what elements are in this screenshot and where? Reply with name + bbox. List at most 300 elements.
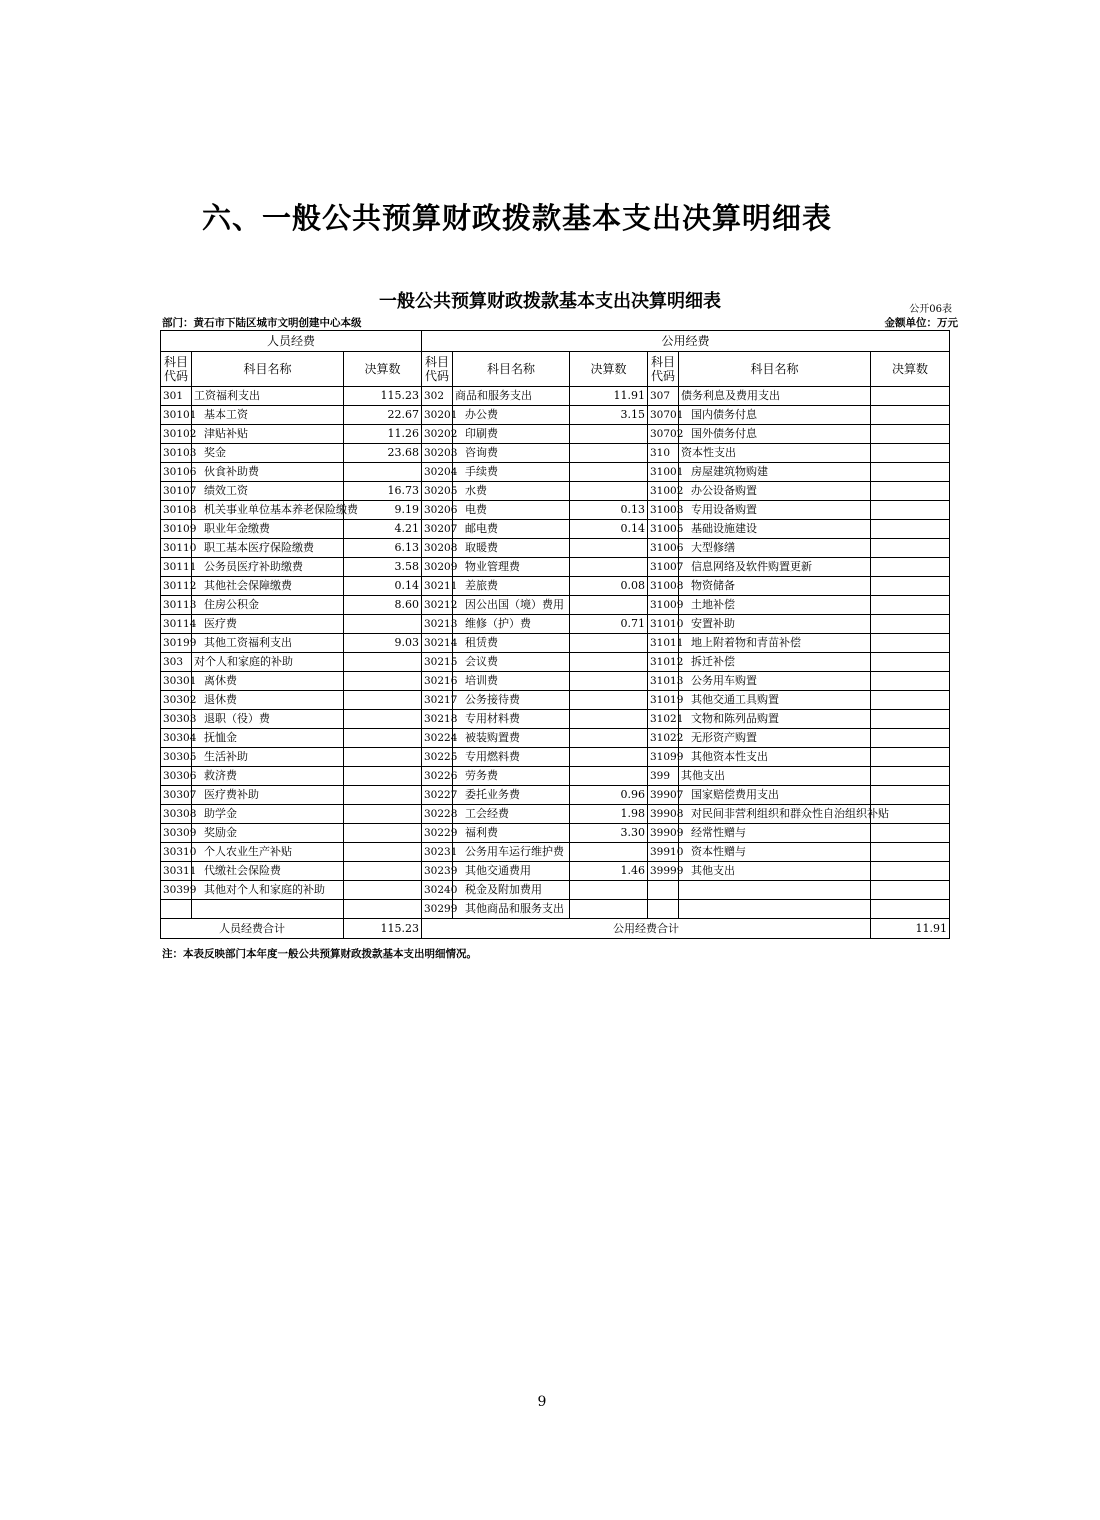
subject-name: 职业年金缴费 <box>192 520 344 539</box>
subject-code: 30225 <box>422 748 453 767</box>
amount-value <box>871 862 950 881</box>
subject-name: 对民间非营利组织和群众性自治组织补贴 <box>679 805 871 824</box>
subject-code: 31022 <box>648 729 679 748</box>
subject-code: 30215 <box>422 653 453 672</box>
subject-name: 退休费 <box>192 691 344 710</box>
subject-code: 30302 <box>161 691 192 710</box>
subject-name: 奖金 <box>192 444 344 463</box>
amount-value <box>871 558 950 577</box>
amount-value: 1.46 <box>570 862 648 881</box>
amount-value <box>871 729 950 748</box>
amount-value <box>570 558 648 577</box>
amount-value: 6.13 <box>344 539 422 558</box>
subject-name: 离休费 <box>192 672 344 691</box>
subject-name: 医疗费补助 <box>192 786 344 805</box>
amount-value <box>871 881 950 900</box>
subject-name: 土地补偿 <box>679 596 871 615</box>
subject-code: 30106 <box>161 463 192 482</box>
amount-value: 9.19 <box>344 501 422 520</box>
subject-code <box>648 900 679 919</box>
subject-code: 31006 <box>648 539 679 558</box>
amount-value <box>344 653 422 672</box>
amount-value <box>570 482 648 501</box>
table-row <box>161 615 950 634</box>
subject-name: 医疗费 <box>192 615 344 634</box>
subject-name: 邮电费 <box>453 520 570 539</box>
subject-code: 30229 <box>422 824 453 843</box>
subject-name: 专用设备购置 <box>679 501 871 520</box>
subject-code: 30308 <box>161 805 192 824</box>
table-row <box>161 520 950 539</box>
subject-name: 专用燃料费 <box>453 748 570 767</box>
totals-row <box>161 919 950 939</box>
table-note: 注：本表反映部门本年度一般公共预算财政拨款基本支出明细情况。 <box>162 948 477 960</box>
amount-value <box>570 425 648 444</box>
amount-value <box>871 444 950 463</box>
subject-code: 30701 <box>648 406 679 425</box>
amount-value: 3.58 <box>344 558 422 577</box>
subject-name: 其他商品和服务支出 <box>453 900 570 919</box>
table-row <box>161 425 950 444</box>
subject-code: 31009 <box>648 596 679 615</box>
subject-code: 30228 <box>422 805 453 824</box>
subject-name: 因公出国（境）费用 <box>453 596 570 615</box>
amount-value <box>570 729 648 748</box>
subject-code: 30111 <box>161 558 192 577</box>
subject-name: 水费 <box>453 482 570 501</box>
table-row <box>161 406 950 425</box>
subject-code: 30113 <box>161 596 192 615</box>
amount-value <box>570 767 648 786</box>
subject-name: 职工基本医疗保险缴费 <box>192 539 344 558</box>
subject-code: 30102 <box>161 425 192 444</box>
header-code: 科目 代码 <box>648 352 679 387</box>
table-title: 一般公共预算财政拨款基本支出决算明细表 <box>379 291 721 312</box>
subject-name: 福利费 <box>453 824 570 843</box>
amount-value <box>570 463 648 482</box>
table-row <box>161 444 950 463</box>
amount-value: 0.08 <box>570 577 648 596</box>
subject-name <box>679 900 871 919</box>
subject-name: 国家赔偿费用支出 <box>679 786 871 805</box>
amount-value: 8.60 <box>344 596 422 615</box>
subject-code: 399 <box>648 767 679 786</box>
subject-code: 302 <box>422 387 453 406</box>
subject-code: 310 <box>648 444 679 463</box>
amount-value <box>344 748 422 767</box>
amount-value <box>570 653 648 672</box>
subject-code: 31001 <box>648 463 679 482</box>
subject-name: 抚恤金 <box>192 729 344 748</box>
subject-code: 31010 <box>648 615 679 634</box>
header-name: 科目名称 <box>192 352 344 387</box>
group-public: 公用经费 <box>422 331 950 352</box>
subject-code: 30209 <box>422 558 453 577</box>
subject-code: 30309 <box>161 824 192 843</box>
amount-value <box>871 577 950 596</box>
subject-code: 39909 <box>648 824 679 843</box>
subject-code: 31019 <box>648 691 679 710</box>
amount-value <box>871 501 950 520</box>
amount-unit-label: 金额单位：万元 <box>884 317 958 329</box>
subject-code: 30109 <box>161 520 192 539</box>
amount-value <box>570 634 648 653</box>
column-header-row <box>161 352 950 387</box>
subject-code: 30211 <box>422 577 453 596</box>
subject-name: 绩效工资 <box>192 482 344 501</box>
subject-code: 30217 <box>422 691 453 710</box>
amount-value <box>344 824 422 843</box>
subject-code: 30227 <box>422 786 453 805</box>
subject-name: 办公费 <box>453 406 570 425</box>
amount-value: 11.26 <box>344 425 422 444</box>
subject-code: 30240 <box>422 881 453 900</box>
subject-code: 30310 <box>161 843 192 862</box>
amount-value: 1.98 <box>570 805 648 824</box>
subject-name: 津贴补贴 <box>192 425 344 444</box>
subject-name: 手续费 <box>453 463 570 482</box>
table-row <box>161 900 950 919</box>
table-row <box>161 729 950 748</box>
amount-value <box>871 615 950 634</box>
subject-code: 30307 <box>161 786 192 805</box>
subject-code: 30239 <box>422 862 453 881</box>
amount-value <box>570 691 648 710</box>
table-row <box>161 482 950 501</box>
amount-value <box>871 672 950 691</box>
amount-value: 4.21 <box>344 520 422 539</box>
subject-code: 31013 <box>648 672 679 691</box>
amount-value <box>871 406 950 425</box>
amount-value <box>344 862 422 881</box>
subject-name: 奖励金 <box>192 824 344 843</box>
subject-code: 30311 <box>161 862 192 881</box>
subject-name: 机关事业单位基本养老保险缴费 <box>192 501 344 520</box>
subject-code: 30303 <box>161 710 192 729</box>
subject-code: 31099 <box>648 748 679 767</box>
amount-value: 23.68 <box>344 444 422 463</box>
subject-code: 30231 <box>422 843 453 862</box>
header-code: 科目 代码 <box>422 352 453 387</box>
table-row <box>161 843 950 862</box>
amount-value <box>871 843 950 862</box>
table-row <box>161 577 950 596</box>
expenditure-detail-table <box>160 330 950 939</box>
subject-name: 劳务费 <box>453 767 570 786</box>
amount-value <box>871 653 950 672</box>
amount-value <box>344 615 422 634</box>
subject-code: 301 <box>161 387 192 406</box>
subject-name: 其他社会保障缴费 <box>192 577 344 596</box>
subject-name: 经常性赠与 <box>679 824 871 843</box>
header-amount: 决算数 <box>871 352 950 387</box>
table-row <box>161 710 950 729</box>
table-row <box>161 881 950 900</box>
subject-name: 地上附着物和青苗补偿 <box>679 634 871 653</box>
subject-code: 31021 <box>648 710 679 729</box>
subject-code: 30201 <box>422 406 453 425</box>
page-number: 9 <box>537 1394 547 1410</box>
subject-code: 39907 <box>648 786 679 805</box>
subject-code: 30207 <box>422 520 453 539</box>
subject-name: 个人农业生产补贴 <box>192 843 344 862</box>
subject-name: 其他对个人和家庭的补助 <box>192 881 344 900</box>
table-row <box>161 558 950 577</box>
amount-value <box>871 482 950 501</box>
subject-name: 印刷费 <box>453 425 570 444</box>
subject-name: 资本性赠与 <box>679 843 871 862</box>
subject-name: 租赁费 <box>453 634 570 653</box>
subject-code: 31005 <box>648 520 679 539</box>
subject-code: 30216 <box>422 672 453 691</box>
amount-value <box>570 748 648 767</box>
subject-name: 公务员医疗补助缴费 <box>192 558 344 577</box>
amount-value <box>344 463 422 482</box>
subject-name: 工资福利支出 <box>192 387 344 406</box>
subject-name: 国外债务付息 <box>679 425 871 444</box>
amount-value <box>344 672 422 691</box>
amount-value <box>344 729 422 748</box>
header-name: 科目名称 <box>679 352 871 387</box>
subject-name: 公务用车购置 <box>679 672 871 691</box>
amount-value <box>871 786 950 805</box>
table-row <box>161 786 950 805</box>
subject-name: 信息网络及软件购置更新 <box>679 558 871 577</box>
subject-code: 30224 <box>422 729 453 748</box>
amount-value <box>570 710 648 729</box>
group-personnel: 人员经费 <box>161 331 422 352</box>
subject-code: 30204 <box>422 463 453 482</box>
subject-code: 39908 <box>648 805 679 824</box>
subject-code: 39999 <box>648 862 679 881</box>
amount-value: 0.96 <box>570 786 648 805</box>
amount-value <box>871 387 950 406</box>
subject-name: 维修（护）费 <box>453 615 570 634</box>
amount-value <box>871 824 950 843</box>
amount-value: 22.67 <box>344 406 422 425</box>
subject-code: 303 <box>161 653 192 672</box>
subject-code: 39910 <box>648 843 679 862</box>
subject-code: 30199 <box>161 634 192 653</box>
subject-code: 30399 <box>161 881 192 900</box>
subject-name: 生活补助 <box>192 748 344 767</box>
subject-code: 30206 <box>422 501 453 520</box>
subject-code: 30218 <box>422 710 453 729</box>
subject-code: 30213 <box>422 615 453 634</box>
amount-value <box>570 843 648 862</box>
subject-name: 退职（役）费 <box>192 710 344 729</box>
subject-code: 307 <box>648 387 679 406</box>
subject-code: 30305 <box>161 748 192 767</box>
table-row <box>161 501 950 520</box>
subject-code: 30306 <box>161 767 192 786</box>
subject-name: 房屋建筑物购建 <box>679 463 871 482</box>
subject-code: 30103 <box>161 444 192 463</box>
amount-value <box>871 520 950 539</box>
header-code: 科目 代码 <box>161 352 192 387</box>
subject-code: 30202 <box>422 425 453 444</box>
subject-name: 税金及附加费用 <box>453 881 570 900</box>
subject-code: 30108 <box>161 501 192 520</box>
subject-code: 30205 <box>422 482 453 501</box>
header-name: 科目名称 <box>453 352 570 387</box>
amount-value <box>871 748 950 767</box>
subject-code: 30114 <box>161 615 192 634</box>
table-row <box>161 539 950 558</box>
amount-value <box>871 425 950 444</box>
form-number: 公开06表 <box>909 304 952 315</box>
subject-code: 30203 <box>422 444 453 463</box>
amount-value <box>344 710 422 729</box>
subject-name: 国内债务付息 <box>679 406 871 425</box>
subject-name: 代缴社会保险费 <box>192 862 344 881</box>
public-total-label: 公用经费合计 <box>422 919 871 939</box>
subject-code: 30299 <box>422 900 453 919</box>
subject-name: 拆迁补偿 <box>679 653 871 672</box>
subject-code: 30110 <box>161 539 192 558</box>
section-heading: 六、一般公共预算财政拨款基本支出决算明细表 <box>202 201 833 235</box>
subject-code: 30301 <box>161 672 192 691</box>
subject-code: 30107 <box>161 482 192 501</box>
amount-value: 3.30 <box>570 824 648 843</box>
amount-value: 0.14 <box>344 577 422 596</box>
subject-name: 商品和服务支出 <box>453 387 570 406</box>
amount-value <box>344 900 422 919</box>
table-row <box>161 634 950 653</box>
amount-value <box>871 596 950 615</box>
subject-code: 31012 <box>648 653 679 672</box>
subject-code: 30304 <box>161 729 192 748</box>
subject-name: 电费 <box>453 501 570 520</box>
subject-name: 公务用车运行维护费 <box>453 843 570 862</box>
subject-name: 伙食补助费 <box>192 463 344 482</box>
amount-value <box>570 596 648 615</box>
subject-name <box>192 900 344 919</box>
amount-value <box>570 881 648 900</box>
table-row <box>161 596 950 615</box>
header-amount: 决算数 <box>570 352 648 387</box>
subject-name: 资本性支出 <box>679 444 871 463</box>
amount-value <box>344 767 422 786</box>
subject-name: 物业管理费 <box>453 558 570 577</box>
subject-name: 助学金 <box>192 805 344 824</box>
subject-name: 会议费 <box>453 653 570 672</box>
subject-code: 31008 <box>648 577 679 596</box>
amount-value: 115.23 <box>344 387 422 406</box>
subject-name: 其他资本性支出 <box>679 748 871 767</box>
subject-name: 基本工资 <box>192 406 344 425</box>
table-row <box>161 748 950 767</box>
amount-value <box>570 900 648 919</box>
subject-name: 债务利息及费用支出 <box>679 387 871 406</box>
subject-code: 31002 <box>648 482 679 501</box>
subject-name: 其他工资福利支出 <box>192 634 344 653</box>
subject-name: 其他支出 <box>679 767 871 786</box>
amount-value <box>570 672 648 691</box>
table-row <box>161 767 950 786</box>
amount-value <box>871 900 950 919</box>
amount-value: 3.15 <box>570 406 648 425</box>
subject-code: 31007 <box>648 558 679 577</box>
personnel-total-value: 115.23 <box>344 919 422 939</box>
subject-code: 30214 <box>422 634 453 653</box>
subject-name: 培训费 <box>453 672 570 691</box>
amount-value <box>871 539 950 558</box>
subject-name: 工会经费 <box>453 805 570 824</box>
subject-name: 其他交通费用 <box>453 862 570 881</box>
public-total-value: 11.91 <box>871 919 950 939</box>
amount-value: 0.13 <box>570 501 648 520</box>
subject-code: 30226 <box>422 767 453 786</box>
group-header-row <box>161 331 950 352</box>
subject-code <box>648 881 679 900</box>
amount-value: 16.73 <box>344 482 422 501</box>
subject-name: 对个人和家庭的补助 <box>192 653 344 672</box>
amount-value <box>871 691 950 710</box>
subject-name: 咨询费 <box>453 444 570 463</box>
amount-value: 11.91 <box>570 387 648 406</box>
table-row <box>161 387 950 406</box>
amount-value: 0.14 <box>570 520 648 539</box>
subject-name: 专用材料费 <box>453 710 570 729</box>
subject-name: 办公设备购置 <box>679 482 871 501</box>
subject-name: 其他支出 <box>679 862 871 881</box>
amount-value <box>871 463 950 482</box>
subject-name <box>679 881 871 900</box>
subject-name: 其他交通工具购置 <box>679 691 871 710</box>
table-row <box>161 824 950 843</box>
amount-value <box>570 444 648 463</box>
subject-name: 文物和陈列品购置 <box>679 710 871 729</box>
subject-name: 住房公积金 <box>192 596 344 615</box>
header-amount: 决算数 <box>344 352 422 387</box>
amount-value <box>344 786 422 805</box>
subject-name: 取暖费 <box>453 539 570 558</box>
amount-value <box>344 805 422 824</box>
subject-code: 30101 <box>161 406 192 425</box>
personnel-total-label: 人员经费合计 <box>161 919 344 939</box>
table-row <box>161 805 950 824</box>
table-row <box>161 653 950 672</box>
subject-code: 30208 <box>422 539 453 558</box>
table-row <box>161 862 950 881</box>
amount-value <box>570 539 648 558</box>
department-label: 部门：黄石市下陆区城市文明创建中心本级 <box>162 317 362 329</box>
amount-value <box>344 881 422 900</box>
subject-name: 救济费 <box>192 767 344 786</box>
subject-name: 基础设施建设 <box>679 520 871 539</box>
amount-value <box>871 767 950 786</box>
subject-code: 30702 <box>648 425 679 444</box>
amount-value <box>871 710 950 729</box>
subject-name: 大型修缮 <box>679 539 871 558</box>
table-row <box>161 672 950 691</box>
subject-code: 31003 <box>648 501 679 520</box>
subject-name: 无形资产购置 <box>679 729 871 748</box>
subject-code <box>161 900 192 919</box>
subject-name: 公务接待费 <box>453 691 570 710</box>
amount-value <box>871 634 950 653</box>
amount-value <box>344 843 422 862</box>
subject-name: 安置补助 <box>679 615 871 634</box>
subject-code: 30212 <box>422 596 453 615</box>
amount-value <box>344 691 422 710</box>
table-row <box>161 463 950 482</box>
amount-value: 0.71 <box>570 615 648 634</box>
table-row <box>161 691 950 710</box>
subject-name: 被装购置费 <box>453 729 570 748</box>
amount-value: 9.03 <box>344 634 422 653</box>
